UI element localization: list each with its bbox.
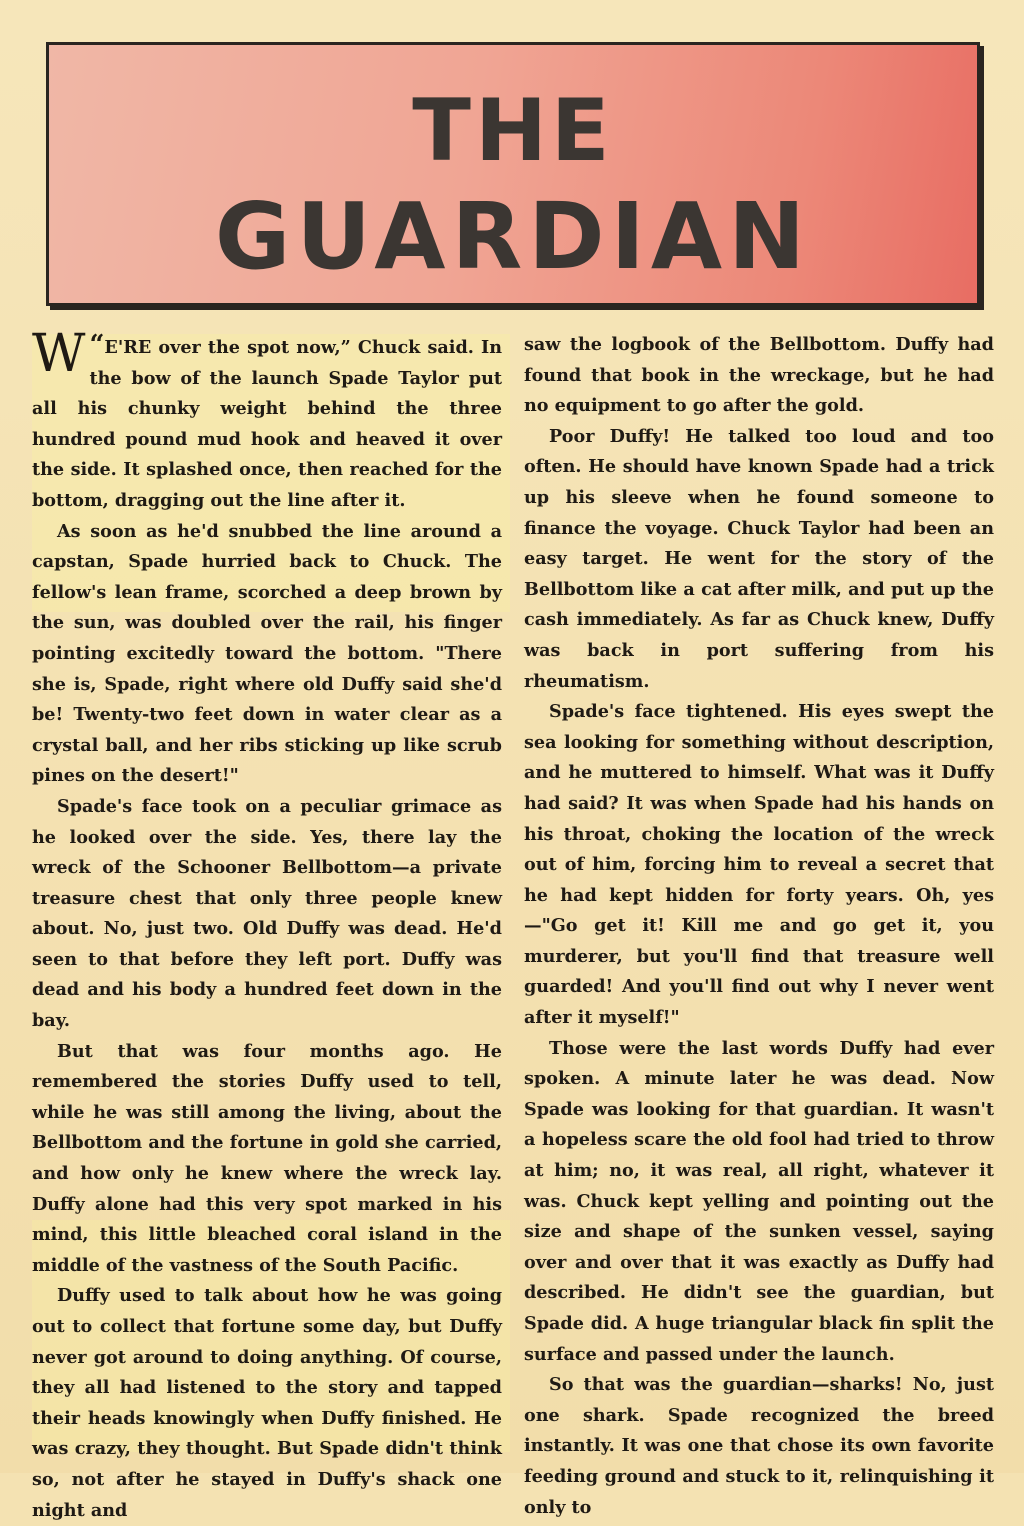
paragraph: Spade's face tightened. His eyes swept the sea looking for something without description, and he muttered to himself. What was it Duffy had said? It was when Spade had his hands on his throat, choking the location of the wreck out of him, forcing him to reveal a secret that he had kept hidden for forty years. Oh, yes—"Go get it! Kill me and go get it, you murderer, but you'll find that treasure well guarded! And you'll find out why I never went after it myself!" xyxy=(524,701,994,1029)
title-line-1: THE xyxy=(412,81,614,181)
paragraph: Duffy used to talk about how he was going out to collect that fortune some day, but Duffy never got around to doing anything. Of course, they all had listened to the story and tapped their heads knowingly when Duffy finished. He was crazy, they thought. But Spade didn't think so, not after he stayed in Duffy's shack one night and xyxy=(32,1285,502,1521)
paragraph: So that was the guardian—sharks! No, just one shark. Spade recognized the breed instantly. It was one that chose its own favorite feeding ground and stuck to it, relinquishing it only to xyxy=(524,1374,994,1518)
title-line-2: GUARDIAN xyxy=(214,183,812,290)
paragraph: As soon as he'd snubbed the line around a capstan, Spade hurried back to Chuck. The fellow's lean frame, scorched a deep brown by the sun, was doubled over the rail, his finger pointing excitedly toward the bottom. "There she is, Spade, right where old Duffy said she'd be! Twenty-two feet down in water clear as a crystal ball, and her ribs sticking up like scrub pines on the desert!" xyxy=(32,520,502,787)
paragraph: But that was four months ago. He remembered the stories Duffy used to tell, while he was still among the living, about the Bellbottom and the fortune in gold she carried, and how only he knew where the wreck lay. Duffy alone had this very spot marked in his mind, this little bleached coral island in the middle of the vastness of the South Pacific. xyxy=(32,1040,502,1276)
paragraph: Poor Duffy! He talked too loud and too often. He should have known Spade had a trick up his sleeve when he found someone to finance the voyage. Chuck Taylor had been an easy target. He went for the story of the Bellbottom like a cat after milk, and put up the cash immediately. As far as Chuck knew, Duffy was back in port suffering from his rheumatism. xyxy=(524,425,994,692)
drop-cap: W xyxy=(32,324,86,384)
title-banner xyxy=(46,42,980,306)
right-column xyxy=(524,330,994,1523)
opening-quote: “ xyxy=(89,330,105,360)
paragraph: Spade's face took on a peculiar grimace as he looked over the side. Yes, there lay the wreck of the Schooner Bellbottom—a private treasure chest that only three people knew about. No, just two. Old Duffy was dead. He'd seen to that before they left port. Duffy was dead and his body a hundred feet down in the bay. xyxy=(32,795,502,1032)
paragraph-text: E'RE over the spot now,” Chuck said. In the bow of the launch Spade Taylor put all his chunky weight behind the three hundred pound mud hook and heaved it over the side. It splashed once, then reached for the bottom, dragging out the line after it. xyxy=(32,337,502,511)
paragraph: saw the logbook of the Bellbottom. Duffy had found that book in the wreckage, but he had no equipment to go after the gold. xyxy=(524,334,994,417)
paragraph: Those were the last words Duffy had ever spoken. A minute later he was dead. Now Spade was looking for that guardian. It wasn't a hopeless scare the old fool had tried to throw at him; no, it was real, all right, whatever it was. Chuck kept yelling and pointing out the size and shape of the sunken vessel, saying over and over that it was exactly as Duffy had described. He didn't see the guardian, but Spade did. A huge triangular black fin split the surface and passed under the launch. xyxy=(524,1037,994,1365)
paragraph xyxy=(32,324,502,517)
left-column xyxy=(32,324,502,1526)
